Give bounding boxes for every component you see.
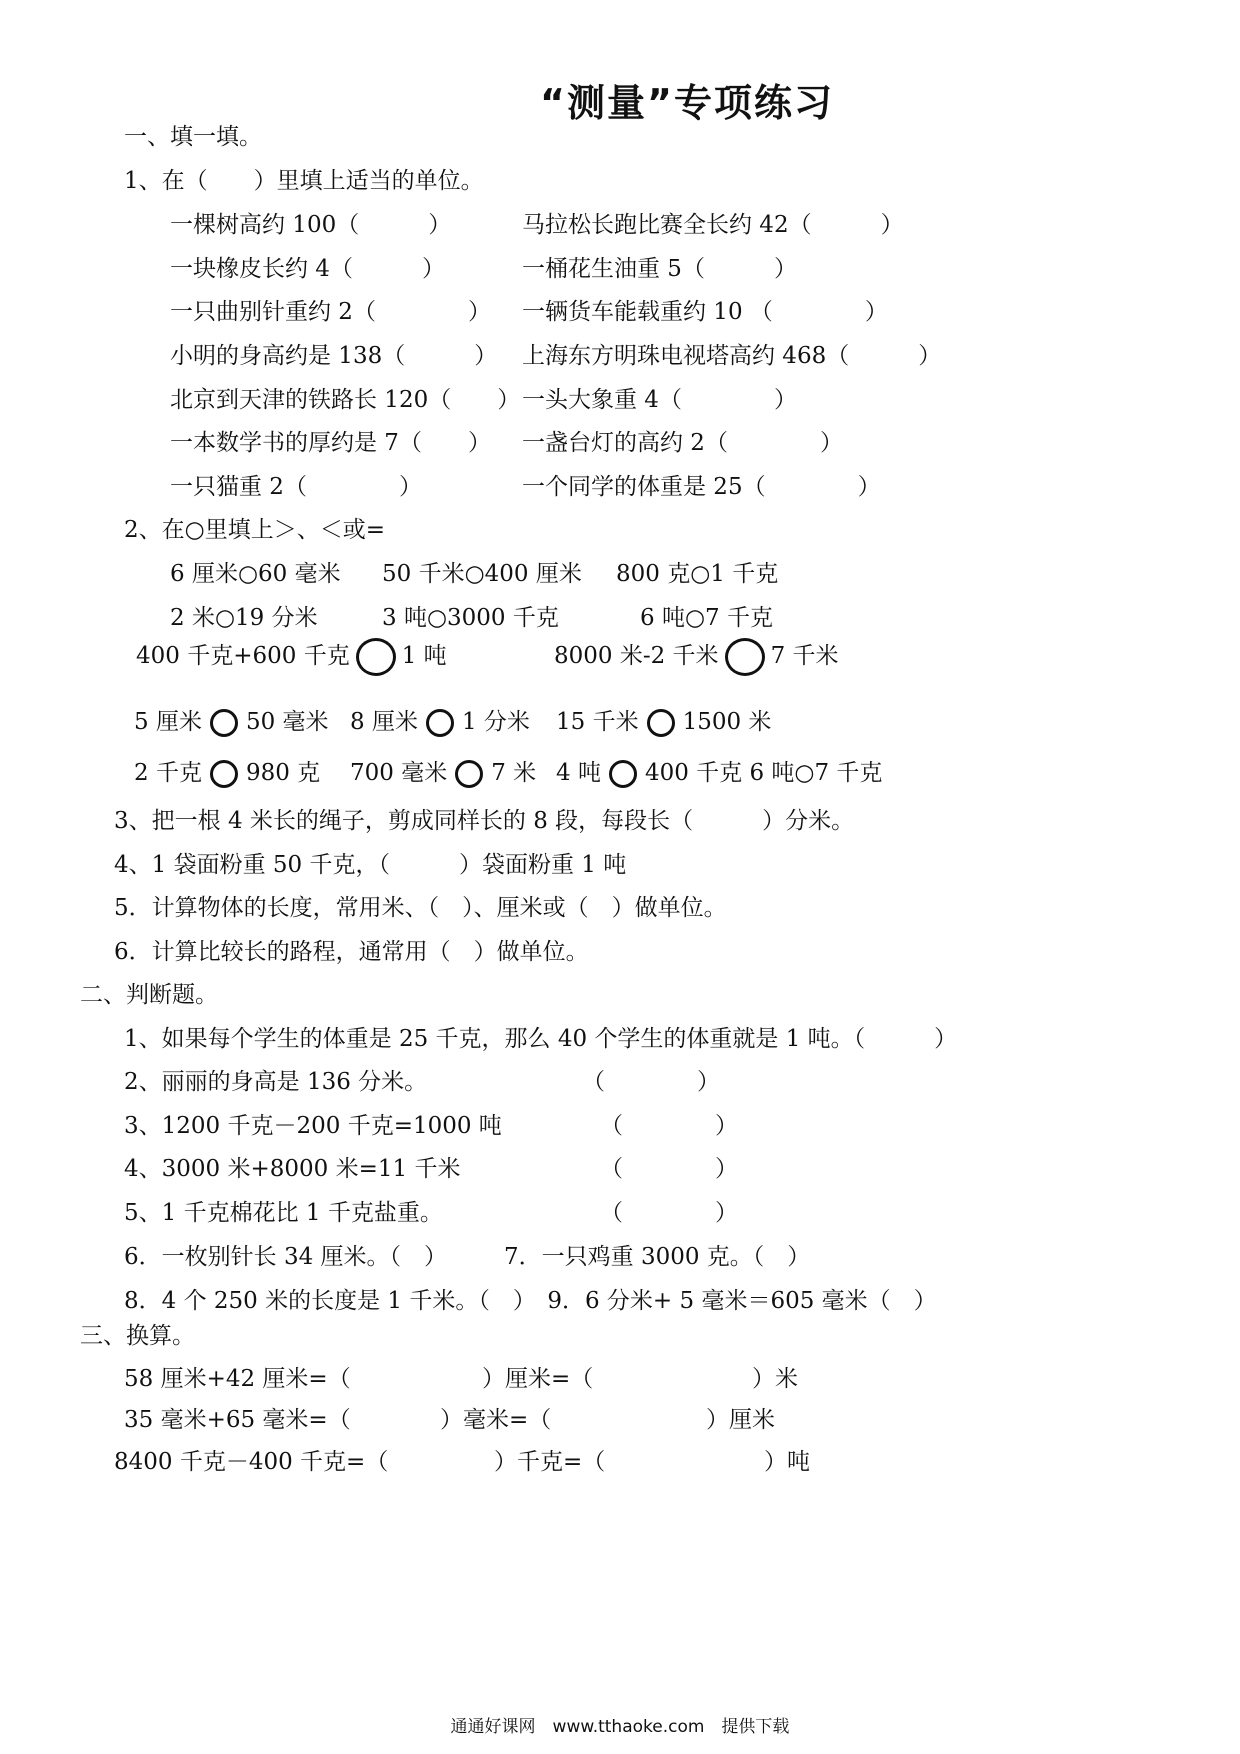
compare-right: 7 千米 — [770, 643, 839, 669]
compare-item: 2 米○19 分米 — [170, 605, 318, 631]
compare-left: 8000 米-2 千米 — [554, 643, 719, 669]
compare-left: 400 千克+600 千克 — [136, 643, 350, 669]
compare-item — [556, 707, 771, 737]
compare-left: 15 千米 — [556, 709, 639, 735]
compare-left: 700 毫米 — [350, 760, 448, 786]
answer-parens[interactable]: （ ） — [600, 1113, 738, 1139]
convert-part: 8400 千克－400 千克=（ — [114, 1449, 389, 1475]
q1-item: 北京到天津的铁路长 120（ ） — [170, 387, 521, 413]
compare-circle[interactable] — [426, 709, 454, 737]
judge-item: 6．一枚别针长 34 厘米。（ ） — [124, 1244, 448, 1270]
compare-left: 5 厘米 — [134, 709, 202, 735]
section-2-heading: 二、判断题。 — [80, 982, 218, 1008]
compare-left: 4 吨 — [556, 760, 601, 786]
compare-right: 980 克 — [245, 760, 321, 786]
compare-circle[interactable] — [725, 638, 765, 676]
convert-part: ）米 — [752, 1366, 798, 1392]
compare-item: 6 吨○7 千克 — [640, 605, 773, 631]
compare-item: 50 千米○400 厘米 — [382, 561, 582, 587]
section-3-heading: 三、换算。 — [80, 1323, 195, 1349]
compare-item — [556, 758, 882, 788]
compare-left: 2 千克 — [134, 760, 202, 786]
question-4: 4、1 袋面粉重 50 千克，（ ）袋面粉重 1 吨 — [114, 852, 627, 878]
question-2-label: 2、在○里填上＞、＜或= — [124, 517, 385, 543]
convert-part: ）厘米 — [706, 1407, 775, 1433]
page-title: “测量”专项练习 — [540, 81, 834, 125]
compare-right: 50 毫米 — [245, 709, 329, 735]
question-6: 6．计算比较长的路程，通常用（ ）做单位。 — [114, 939, 589, 965]
compare-right: 400 千克 6 吨○7 千克 — [644, 760, 883, 786]
compare-circle[interactable] — [356, 638, 396, 676]
q1-item: 一桶花生油重 5（ ） — [522, 256, 797, 282]
q1-item: 一只猫重 2（ ） — [170, 474, 422, 500]
compare-item — [136, 638, 447, 676]
q1-item: 小明的身高约是 138（ ） — [170, 343, 498, 369]
compare-item — [134, 707, 329, 737]
q1-item: 一盏台灯的高约 2（ ） — [522, 430, 843, 456]
compare-item: 6 厘米○60 毫米 — [170, 561, 341, 587]
answer-parens[interactable]: （ ） — [600, 1156, 738, 1182]
q1-item: 马拉松长跑比赛全长约 42（ ） — [522, 212, 904, 238]
judge-item: 5、1 千克棉花比 1 千克盐重。 — [124, 1200, 443, 1226]
compare-item: 3 吨○3000 千克 — [382, 605, 559, 631]
compare-right: 1500 米 — [682, 709, 772, 735]
compare-right: 1 吨 — [401, 643, 447, 669]
section-1-heading: 一、填一填。 — [124, 124, 262, 150]
answer-parens[interactable]: （ ） — [600, 1200, 738, 1226]
compare-circle[interactable] — [609, 760, 637, 788]
compare-circle[interactable] — [647, 709, 675, 737]
judge-item: 4、3000 米+8000 米=11 千米 — [124, 1156, 461, 1182]
question-3: 3、把一根 4 米长的绳子，剪成同样长的 8 段，每段长（ ）分米。 — [114, 808, 855, 834]
q1-item: 一只曲别针重约 2（ ） — [170, 299, 491, 325]
judge-item: 2、丽丽的身高是 136 分米。 — [124, 1069, 428, 1095]
convert-part: ）千克=（ — [494, 1449, 606, 1475]
q1-item: 一块橡皮长约 4（ ） — [170, 256, 445, 282]
convert-part: ）吨 — [764, 1449, 810, 1475]
footer-note: 通通好课网 www.tthaoke.com 提供下载 — [450, 1717, 790, 1737]
q1-item: 一个同学的体重是 25（ ） — [522, 474, 881, 500]
judge-item: 7．一只鸡重 3000 克。（ ） — [504, 1244, 811, 1270]
q1-item: 一棵树高约 100（ ） — [170, 212, 452, 238]
q1-item: 一头大象重 4（ ） — [522, 387, 797, 413]
q1-item: 上海东方明珠电视塔高约 468（ ） — [522, 343, 942, 369]
judge-item: 3、1200 千克－200 千克=1000 吨 — [124, 1113, 502, 1139]
compare-item — [350, 758, 536, 788]
compare-circle[interactable] — [455, 760, 483, 788]
question-1-label: 1、在（ ）里填上适当的单位。 — [124, 168, 484, 194]
compare-circle[interactable] — [210, 760, 238, 788]
judge-item: 1、如果每个学生的体重是 25 千克，那么 40 个学生的体重就是 1 吨。（ ） — [124, 1026, 958, 1052]
compare-left: 8 厘米 — [350, 709, 418, 735]
convert-part: 58 厘米+42 厘米=（ — [124, 1366, 351, 1392]
q1-item: 一本数学书的厚约是 7（ ） — [170, 430, 491, 456]
compare-item — [134, 758, 320, 788]
convert-part: ）毫米=（ — [440, 1407, 552, 1433]
compare-item — [554, 638, 839, 676]
compare-circle[interactable] — [210, 709, 238, 737]
question-5: 5．计算物体的长度，常用米、（ ）、厘米或（ ）做单位。 — [114, 895, 727, 921]
compare-right: 1 分米 — [461, 709, 530, 735]
compare-item — [350, 707, 530, 737]
answer-parens[interactable]: （ ） — [582, 1069, 720, 1095]
convert-part: 35 毫米+65 毫米=（ — [124, 1407, 351, 1433]
q1-item: 一辆货车能载重约 10 （ ） — [522, 299, 888, 325]
judge-item: 8．4 个 250 米的长度是 1 千米。（ ） 9．6 分米+ 5 毫米＝605 毫米（ ） — [124, 1288, 937, 1314]
convert-part: ）厘米=（ — [482, 1366, 594, 1392]
compare-right: 7 米 — [491, 760, 537, 786]
compare-item: 800 克○1 千克 — [616, 561, 779, 587]
